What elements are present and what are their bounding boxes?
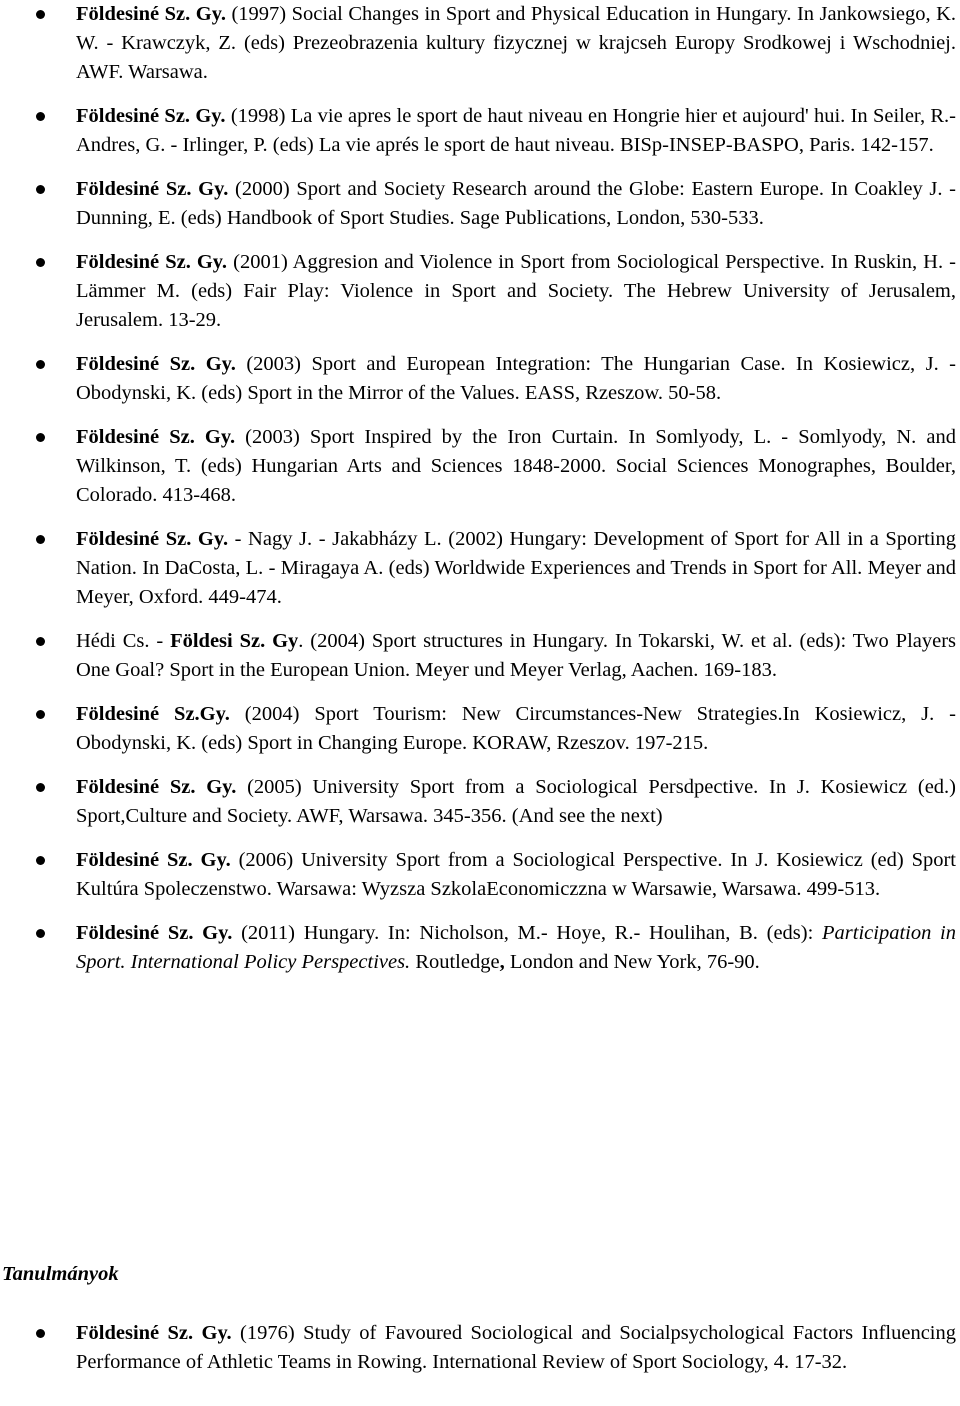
reference-item [0,1319,960,1377]
reference-prefix: Hédi Cs. - [76,630,171,652]
reference-author: Földesiné Sz. Gy. [76,353,236,375]
reference-item [0,350,960,408]
reference-text: . (2004) Sport structures in Hungary. In Tokarski, W. et al. (eds): Two Players One Goal? Sport in the European Union. Meyer und Meyer Verlag, Aachen. 169-183. [76,630,957,681]
reference-item [0,525,960,612]
reference-item [0,700,960,758]
reference-item [0,919,960,977]
reference-author: Földesiné Sz. Gy. [76,3,226,25]
reference-author: Földesiné Sz. Gy. [76,776,237,798]
reference-author: Földesiné Sz. Gy. [76,105,226,127]
reference-author: Földesiné Sz. Gy. [76,849,231,871]
reference-author: Földesiné Sz. Gy. [76,426,236,448]
bullet-icon [36,783,45,792]
reference-text: (2005) University Sport from a Sociological Persdpective. In J. Kosiewicz (ed.) Sport,Culture and Society. AWF, Warsawa. 345-356. (And see the next) [76,776,956,827]
bullet-icon [36,1329,45,1338]
reference-title-italic: Participation in Sport. International Policy Perspectives. [76,922,956,973]
bullet-icon [36,929,45,938]
reference-text: London and New York, 76-90. [504,951,760,973]
reference-text: (2003) Sport and European Integration: The Hungarian Case. In Kosiewicz, J. - Obodynski, K. (eds) Sport in the Mirror of the Values. EASS, Rzeszow. 50-58. [76,353,956,404]
bullet-icon [36,710,45,719]
reference-text: (1976) Study of Favoured Sociological and Socialpsychological Factors Influencing Performance of Athletic Teams in Rowing. International Review of Sport Sociology, 4. 17-32. [76,1322,956,1373]
reference-item [0,248,960,335]
reference-item [0,175,960,233]
bullet-icon [36,637,45,646]
bullet-icon [36,258,45,267]
reference-text: (2006) University Sport from a Sociological Perspective. In J. Kosiewicz (ed) Sport Kultúra Spoleczenstwo. Warsawa: Wyzsza SzkolaEconomiczzna w Warsawie, Warsawa. 499-513. [76,849,957,900]
reference-text: (1997) Social Changes in Sport and Physical Education in Hungary. In Jankowsiego, K. W. - Krawczyk, Z. (eds) Prezeobrazenia kultury fizycznej w krajcseh Europy Srodkowej i Wschodniej. AWF. Warsawa. [76,3,956,83]
reference-author: Földesiné Sz. Gy. [76,178,229,200]
bullet-icon [36,856,45,865]
reference-item [0,627,960,685]
reference-item [0,423,960,510]
reference-text: (2004) Sport Tourism: New Circumstances-New Strategies.In Kosiewicz, J. - Obodynski, K. (eds) Sport in Changing Europe. KORAW, Rzeszov. 197-215. [76,703,956,754]
bullet-icon [36,535,45,544]
reference-text: (2000) Sport and Society Research around the Globe: Eastern Europe. In Coakley J. - Dunning, E. (eds) Handbook of Sport Studies. Sage Publications, London, 530-533. [76,178,956,229]
bullet-icon [36,185,45,194]
reference-item [0,773,960,831]
bullet-icon [36,360,45,369]
reference-text: (1998) La vie apres le sport de haut niveau en Hongrie hier et aujourd' hui. In Seiler, R.- Andres, G. - Irlinger, P. (eds) La vie aprés le sport de haut niveau. BISp-INSEP-BASPO, Paris. 142-157. [76,105,956,156]
section-reference-list [0,1319,960,1377]
reference-item [0,846,960,904]
reference-item [0,0,960,87]
reference-author: Földesiné Sz. Gy. [76,922,233,944]
reference-comma: , [499,951,505,973]
reference-text: (2001) Aggresion and Violence in Sport from Sociological Perspective. In Ruskin, H. - Lämmer M. (eds) Fair Play: Violence in Sport and Society. The Hebrew University of Jerusalem, Jerusalem. 13-29. [76,251,956,331]
bullet-icon [36,433,45,442]
reference-author: Földesiné Sz. Gy. [76,251,228,273]
reference-item [0,102,960,160]
reference-text: - Nagy J. - Jakabházy L. (2002) Hungary: Development of Sport for All in a Sporting Nation. In DaCosta, L. - Miragaya A. (eds) Worldwide Experiences and Trends in Sport for All. Meyer and Meyer, Oxford. 449-474. [76,528,956,608]
reference-text: (2003) Sport Inspired by the Iron Curtain. In Somlyody, L. - Somlyody, N. and Wilkinson, T. (eds) Hungarian Arts and Sciences 1848-2000. Social Sciences Monographes, Boulder, Colorado. 413-468. [76,426,956,506]
reference-text: Routledge [410,951,500,973]
reference-author: Földesiné Sz.Gy. [76,703,230,725]
bullet-icon [36,10,45,19]
reference-text: (2011) Hungary. In: Nicholson, M.- Hoye, R.- Houlihan, B. (eds): [232,922,823,944]
bullet-icon [36,112,45,121]
section-heading: Tanulmányok [2,1263,119,1285]
reference-author: Földesiné Sz. Gy. [76,1322,232,1344]
reference-author: Földesiné Sz. Gy. [76,528,229,550]
reference-author: Földesi Sz. Gy [170,630,299,652]
